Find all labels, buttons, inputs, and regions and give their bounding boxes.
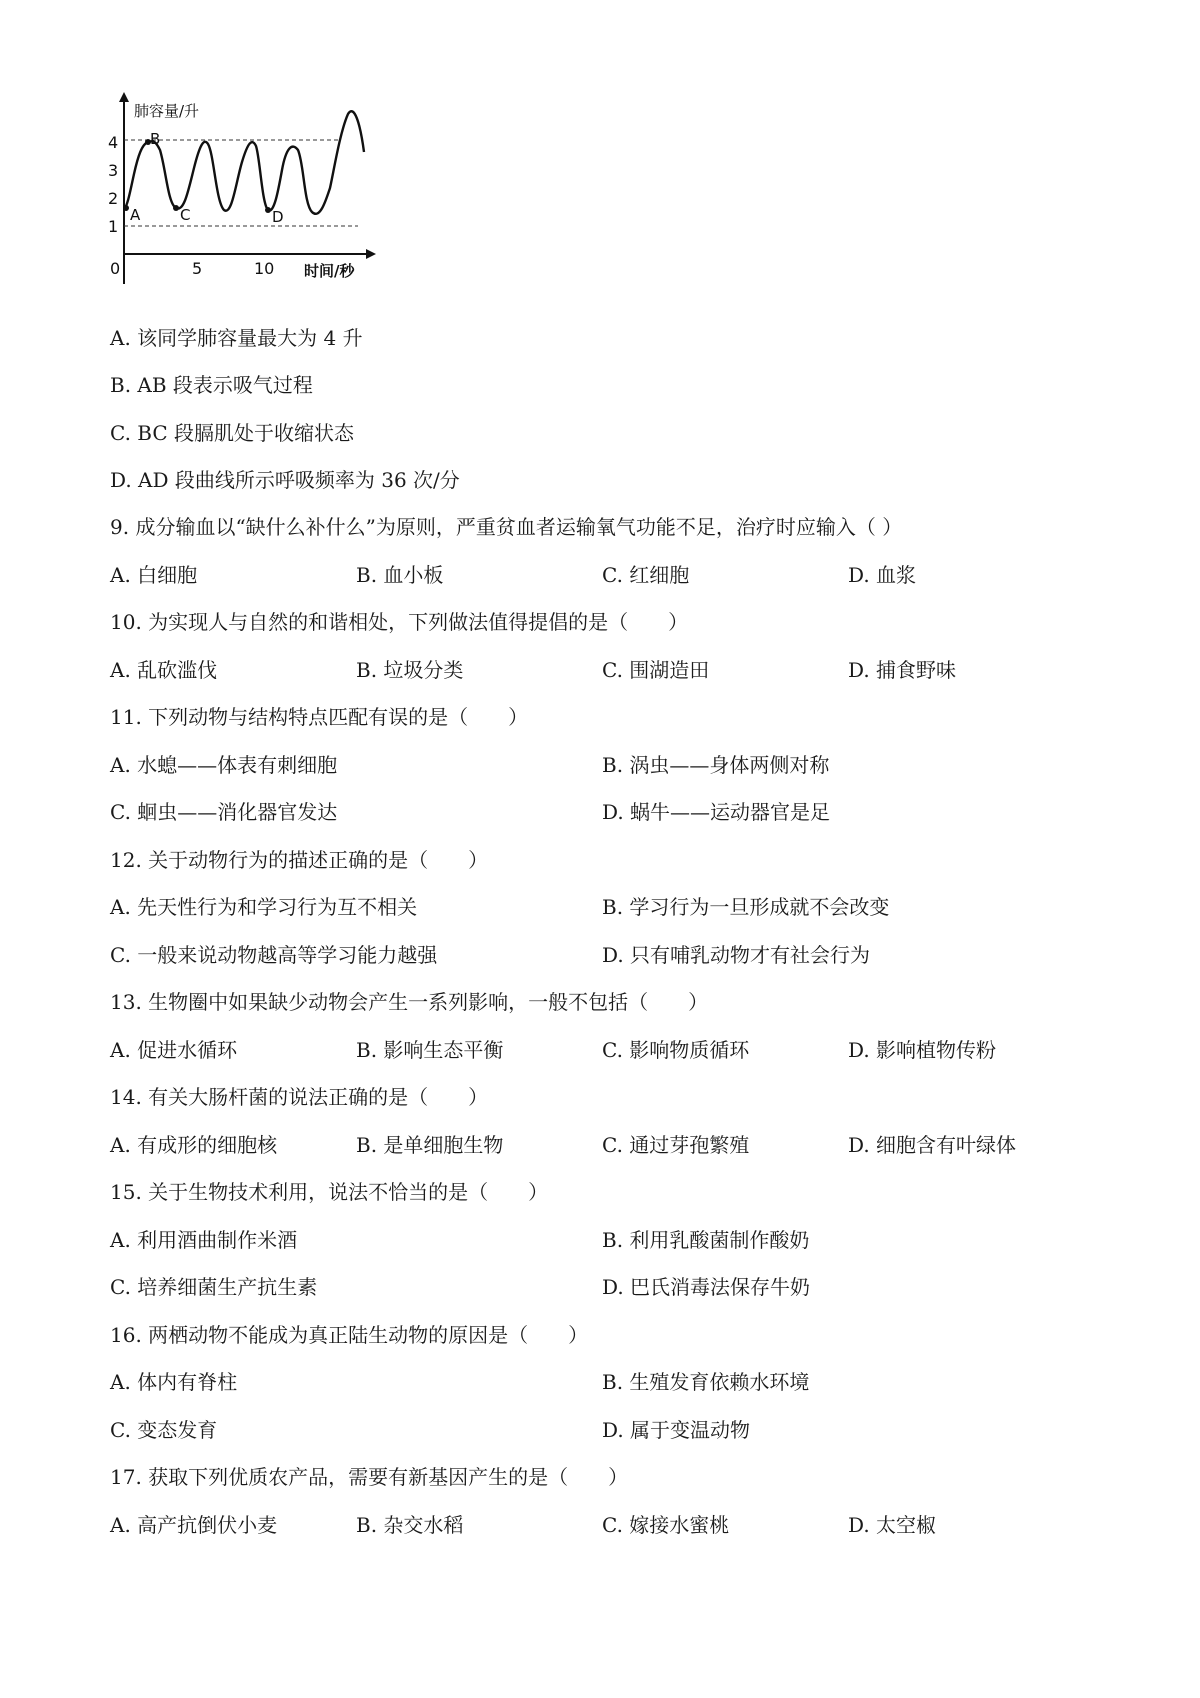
q16-option-a: A. 体内有脊柱 [110,1370,238,1394]
q12-options-row2 [110,943,1110,967]
point-a-marker [123,205,129,211]
q14-option-d: D. 细胞含有叶绿体 [848,1133,1017,1157]
q10-option-c: C. 围湖造田 [602,658,710,682]
q16-options-row2 [110,1418,1110,1442]
q17-option-b: B. 杂交水稻 [356,1513,464,1537]
q12-option-c: C. 一般来说动物越高等学习能力越强 [110,943,438,967]
q10-option-d: D. 捕食野味 [848,658,957,682]
q9-option-d: D. 血浆 [848,563,917,587]
q9-options [110,563,1110,587]
q12-option-a: A. 先天性行为和学习行为互不相关 [110,895,418,919]
q8-option-b: B. AB 段表示吸气过程 [110,373,313,397]
q16-stem: 16. 两栖动物不能成为真正陆生动物的原因是（ ） [110,1323,589,1347]
x-tick-5: 5 [192,259,203,278]
q13-option-c: C. 影响物质循环 [602,1038,750,1062]
q15-option-a: A. 利用酒曲制作米酒 [110,1228,298,1252]
lung-volume-curve [124,111,364,214]
x-tick-10: 10 [254,259,275,278]
point-c-marker [173,205,179,211]
q10-stem: 10. 为实现人与自然的和谐相处，下列做法值得提倡的是（ ） [110,610,689,634]
y-axis-title: 肺容量/升 [134,102,200,120]
x-tick-0: 0 [110,259,121,278]
q12-option-b: B. 学习行为一旦形成就不会改变 [602,895,890,919]
q17-option-d: D. 太空椒 [848,1513,937,1537]
point-d-label: D [272,208,284,226]
q17-option-a: A. 高产抗倒伏小麦 [110,1513,278,1537]
q9-option-b: B. 血小板 [356,563,444,587]
q16-option-c: C. 变态发育 [110,1418,218,1442]
q14-options [110,1133,1110,1157]
q13-option-a: A. 促进水循环 [110,1038,238,1062]
x-axis-title: 时间/秒 [304,262,355,280]
y-tick-2: 2 [108,189,119,208]
q16-option-b: B. 生殖发育依赖水环境 [602,1370,810,1394]
q16-options-row1 [110,1370,1110,1394]
x-axis-arrow [366,249,376,259]
q12-options-row1 [110,895,1110,919]
q11-option-c: C. 蛔虫——消化器官发达 [110,800,338,824]
y-tick-4: 4 [108,133,119,152]
q10-options [110,658,1110,682]
q11-option-b: B. 涡虫——身体两侧对称 [602,753,830,777]
q12-option-d: D. 只有哺乳动物才有社会行为 [602,943,871,967]
q8-option-c: C. BC 段膈肌处于收缩状态 [110,421,355,445]
q14-option-c: C. 通过芽孢繁殖 [602,1133,750,1157]
q15-stem: 15. 关于生物技术利用，说法不恰当的是（ ） [110,1180,549,1204]
q15-option-c: C. 培养细菌生产抗生素 [110,1275,318,1299]
q15-option-d: D. 巴氏消毒法保存牛奶 [602,1275,811,1299]
point-d-marker [265,207,271,213]
q15-options-row2 [110,1275,1110,1299]
q11-option-d: D. 蜗牛——运动器官是足 [602,800,831,824]
q15-option-b: B. 利用乳酸菌制作酸奶 [602,1228,810,1252]
q17-options [110,1513,1110,1537]
q13-stem: 13. 生物圈中如果缺少动物会产生一系列影响，一般不包括（ ） [110,990,709,1014]
q11-stem: 11. 下列动物与结构特点匹配有误的是（ ） [110,705,529,729]
q11-option-a: A. 水螅——体表有刺细胞 [110,753,338,777]
q12-stem: 12. 关于动物行为的描述正确的是（ ） [110,848,489,872]
q9-stem: 9. 成分输血以“缺什么补什么”为原则，严重贫血者运输氧气功能不足，治疗时应输入（ ） [110,515,903,539]
y-tick-1: 1 [108,217,119,236]
q13-option-d: D. 影响植物传粉 [848,1038,997,1062]
q9-option-c: C. 红细胞 [602,563,690,587]
q14-option-b: B. 是单细胞生物 [356,1133,504,1157]
y-axis-arrow [119,92,129,102]
q17-stem: 17. 获取下列优质农产品，需要有新基因产生的是（ ） [110,1465,629,1489]
q10-option-b: B. 垃圾分类 [356,658,464,682]
q11-options-row1 [110,753,1110,777]
q9-option-a: A. 白细胞 [110,563,198,587]
point-a-label: A [130,206,141,224]
q8-option-a: A. 该同学肺容量最大为 4 升 [110,326,363,350]
q16-option-d: D. 属于变温动物 [602,1418,751,1442]
y-tick-3: 3 [108,161,119,180]
q13-option-b: B. 影响生态平衡 [356,1038,504,1062]
lung-volume-graph [108,92,378,308]
q10-option-a: A. 乱砍滥伐 [110,658,218,682]
point-c-label: C [180,206,191,224]
q14-stem: 14. 有关大肠杆菌的说法正确的是（ ） [110,1085,489,1109]
q14-option-a: A. 有成形的细胞核 [110,1133,278,1157]
q15-options-row1 [110,1228,1110,1252]
q11-options-row2 [110,800,1110,824]
q17-option-c: C. 嫁接水蜜桃 [602,1513,730,1537]
q13-options [110,1038,1110,1062]
q8-option-d: D. AD 段曲线所示呼吸频率为 36 次/分 [110,468,460,492]
point-b-label: B [150,130,161,148]
